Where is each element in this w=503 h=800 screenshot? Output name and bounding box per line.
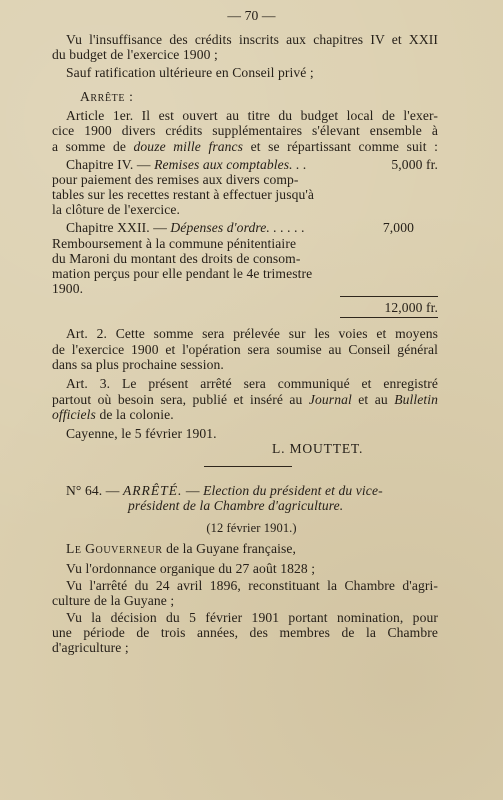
article-3-line-1: Art. 3. Le présent arrêté sera communiqué et enregistré	[66, 376, 438, 391]
article-2-line-2: de l'exercice 1900 et l'opération sera soumise au Conseil général	[52, 342, 438, 357]
total-rule-bottom	[340, 317, 438, 318]
arrete-64-subject-2: président de la Chambre d'agriculture.	[128, 498, 344, 513]
chapter-4-row	[66, 157, 438, 172]
article-3-line-2	[52, 392, 438, 407]
arrete-64-subject-1: Election du président et du vice-	[203, 483, 383, 498]
article-1-amount-words: douze mille francs	[133, 139, 244, 154]
signature: L. MOUTTET.	[272, 441, 364, 456]
article-1-line-3-start: a somme de	[52, 139, 126, 154]
article-3-line-3	[52, 407, 438, 422]
article-3-line-2-start: partout où besoin sera, publié et inséré au	[52, 392, 303, 407]
vu-arrete-1896-line-2: culture de la Guyane ;	[52, 593, 175, 608]
chapter-22-desc-2: du Maroni du montant des droits de consom-	[52, 251, 301, 266]
article-2-line-3: dans sa plus prochaine session.	[52, 357, 224, 372]
section-divider	[204, 466, 292, 467]
arrete-64-dash: —	[185, 483, 200, 498]
date-line: Cayenne, le 5 février 1901.	[66, 426, 217, 441]
vu-insuffisance-line-1: Vu l'insuffisance des crédits inscrits aux chapitres IV et XXII	[66, 32, 438, 47]
article-3-line-3-end: de la colonie.	[99, 407, 174, 422]
vu-ordonnance: Vu l'ordonnance organique du 27 août 1828 ;	[66, 561, 316, 576]
chapter-4-title: Remises aux comptables. . .	[154, 157, 307, 172]
vu-decision-line-2: une période de trois années, des membres de la Chambre	[52, 625, 438, 640]
vu-arrete-1896-line-1: Vu l'arrêté du 24 avril 1896, reconstituant la Chambre d'agri-	[66, 578, 438, 593]
chapter-4-desc-3: la clôture de l'exercice.	[52, 202, 180, 217]
arrete-heading: Arrête :	[80, 89, 134, 104]
arrete-64-kind: ARRÊTÉ.	[122, 483, 183, 498]
chapter-4-amount: 5,000 fr.	[391, 157, 438, 172]
journal-title: Journal	[308, 392, 352, 407]
gouverneur-title: Gouverneur	[85, 541, 163, 556]
total-rule-top	[340, 296, 438, 297]
vu-insuffisance-line-2: du budget de l'exercice 1900 ;	[52, 47, 218, 62]
total-amount: 12,000 fr.	[384, 300, 438, 315]
officiels-word: officiels	[52, 407, 96, 422]
chapter-22-desc-4: 1900.	[52, 281, 84, 296]
article-3-line-2-mid: et au	[358, 392, 388, 407]
chapter-22-desc-1: Remboursement à la commune pénitentiaire	[52, 236, 297, 251]
gouverneur-line	[66, 541, 438, 556]
chapter-22-label: Chapitre XXII. —	[66, 220, 167, 235]
page-number: — 70 —	[227, 8, 276, 23]
chapter-22-amount: 7,000	[382, 220, 414, 235]
arrete-64-heading	[66, 483, 438, 498]
chapter-4-desc-2: tables sur les recettes restant à effectuer jusqu'à	[52, 187, 315, 202]
article-1-line-2: cice 1900 divers crédits supplémentaires s'élevant ensemble à	[52, 123, 438, 138]
arrete-64-date: (12 février 1901.)	[206, 521, 297, 535]
vu-decision-line-3: d'agriculture ;	[52, 640, 129, 655]
chapter-4-heading	[66, 157, 307, 172]
chapter-4-label: Chapitre IV. —	[66, 157, 151, 172]
article-1-line-3-end: et se répartissant comme suit :	[250, 139, 439, 154]
vu-decision-line-1: Vu la décision du 5 février 1901 portant nomination, pour	[66, 610, 438, 625]
article-1-line-3	[52, 139, 438, 154]
chapter-22-desc-3: mation perçus pour elle pendant le 4e trimestre	[52, 266, 313, 281]
article-1-line-1: Article 1er. Il est ouvert au titre du budget local de l'exer-	[66, 108, 438, 123]
chapter-22-row	[66, 220, 438, 235]
article-2-line-1: Art. 2. Cette somme sera prélevée sur les voies et moyens	[66, 326, 438, 341]
gouverneur-le: Le	[66, 541, 82, 556]
gouverneur-rest: de la Guyane française,	[166, 541, 296, 556]
arrete-64-number: N° 64. —	[66, 483, 120, 498]
chapter-22-heading	[66, 220, 305, 235]
chapter-22-title: Dépenses d'ordre. . . . . .	[170, 220, 305, 235]
sauf-ratification: Sauf ratification ultérieure en Conseil privé ;	[66, 65, 314, 80]
chapter-4-desc-1: pour paiement des remises aux divers comp-	[52, 172, 299, 187]
bulletin-title: Bulletin	[394, 392, 439, 407]
